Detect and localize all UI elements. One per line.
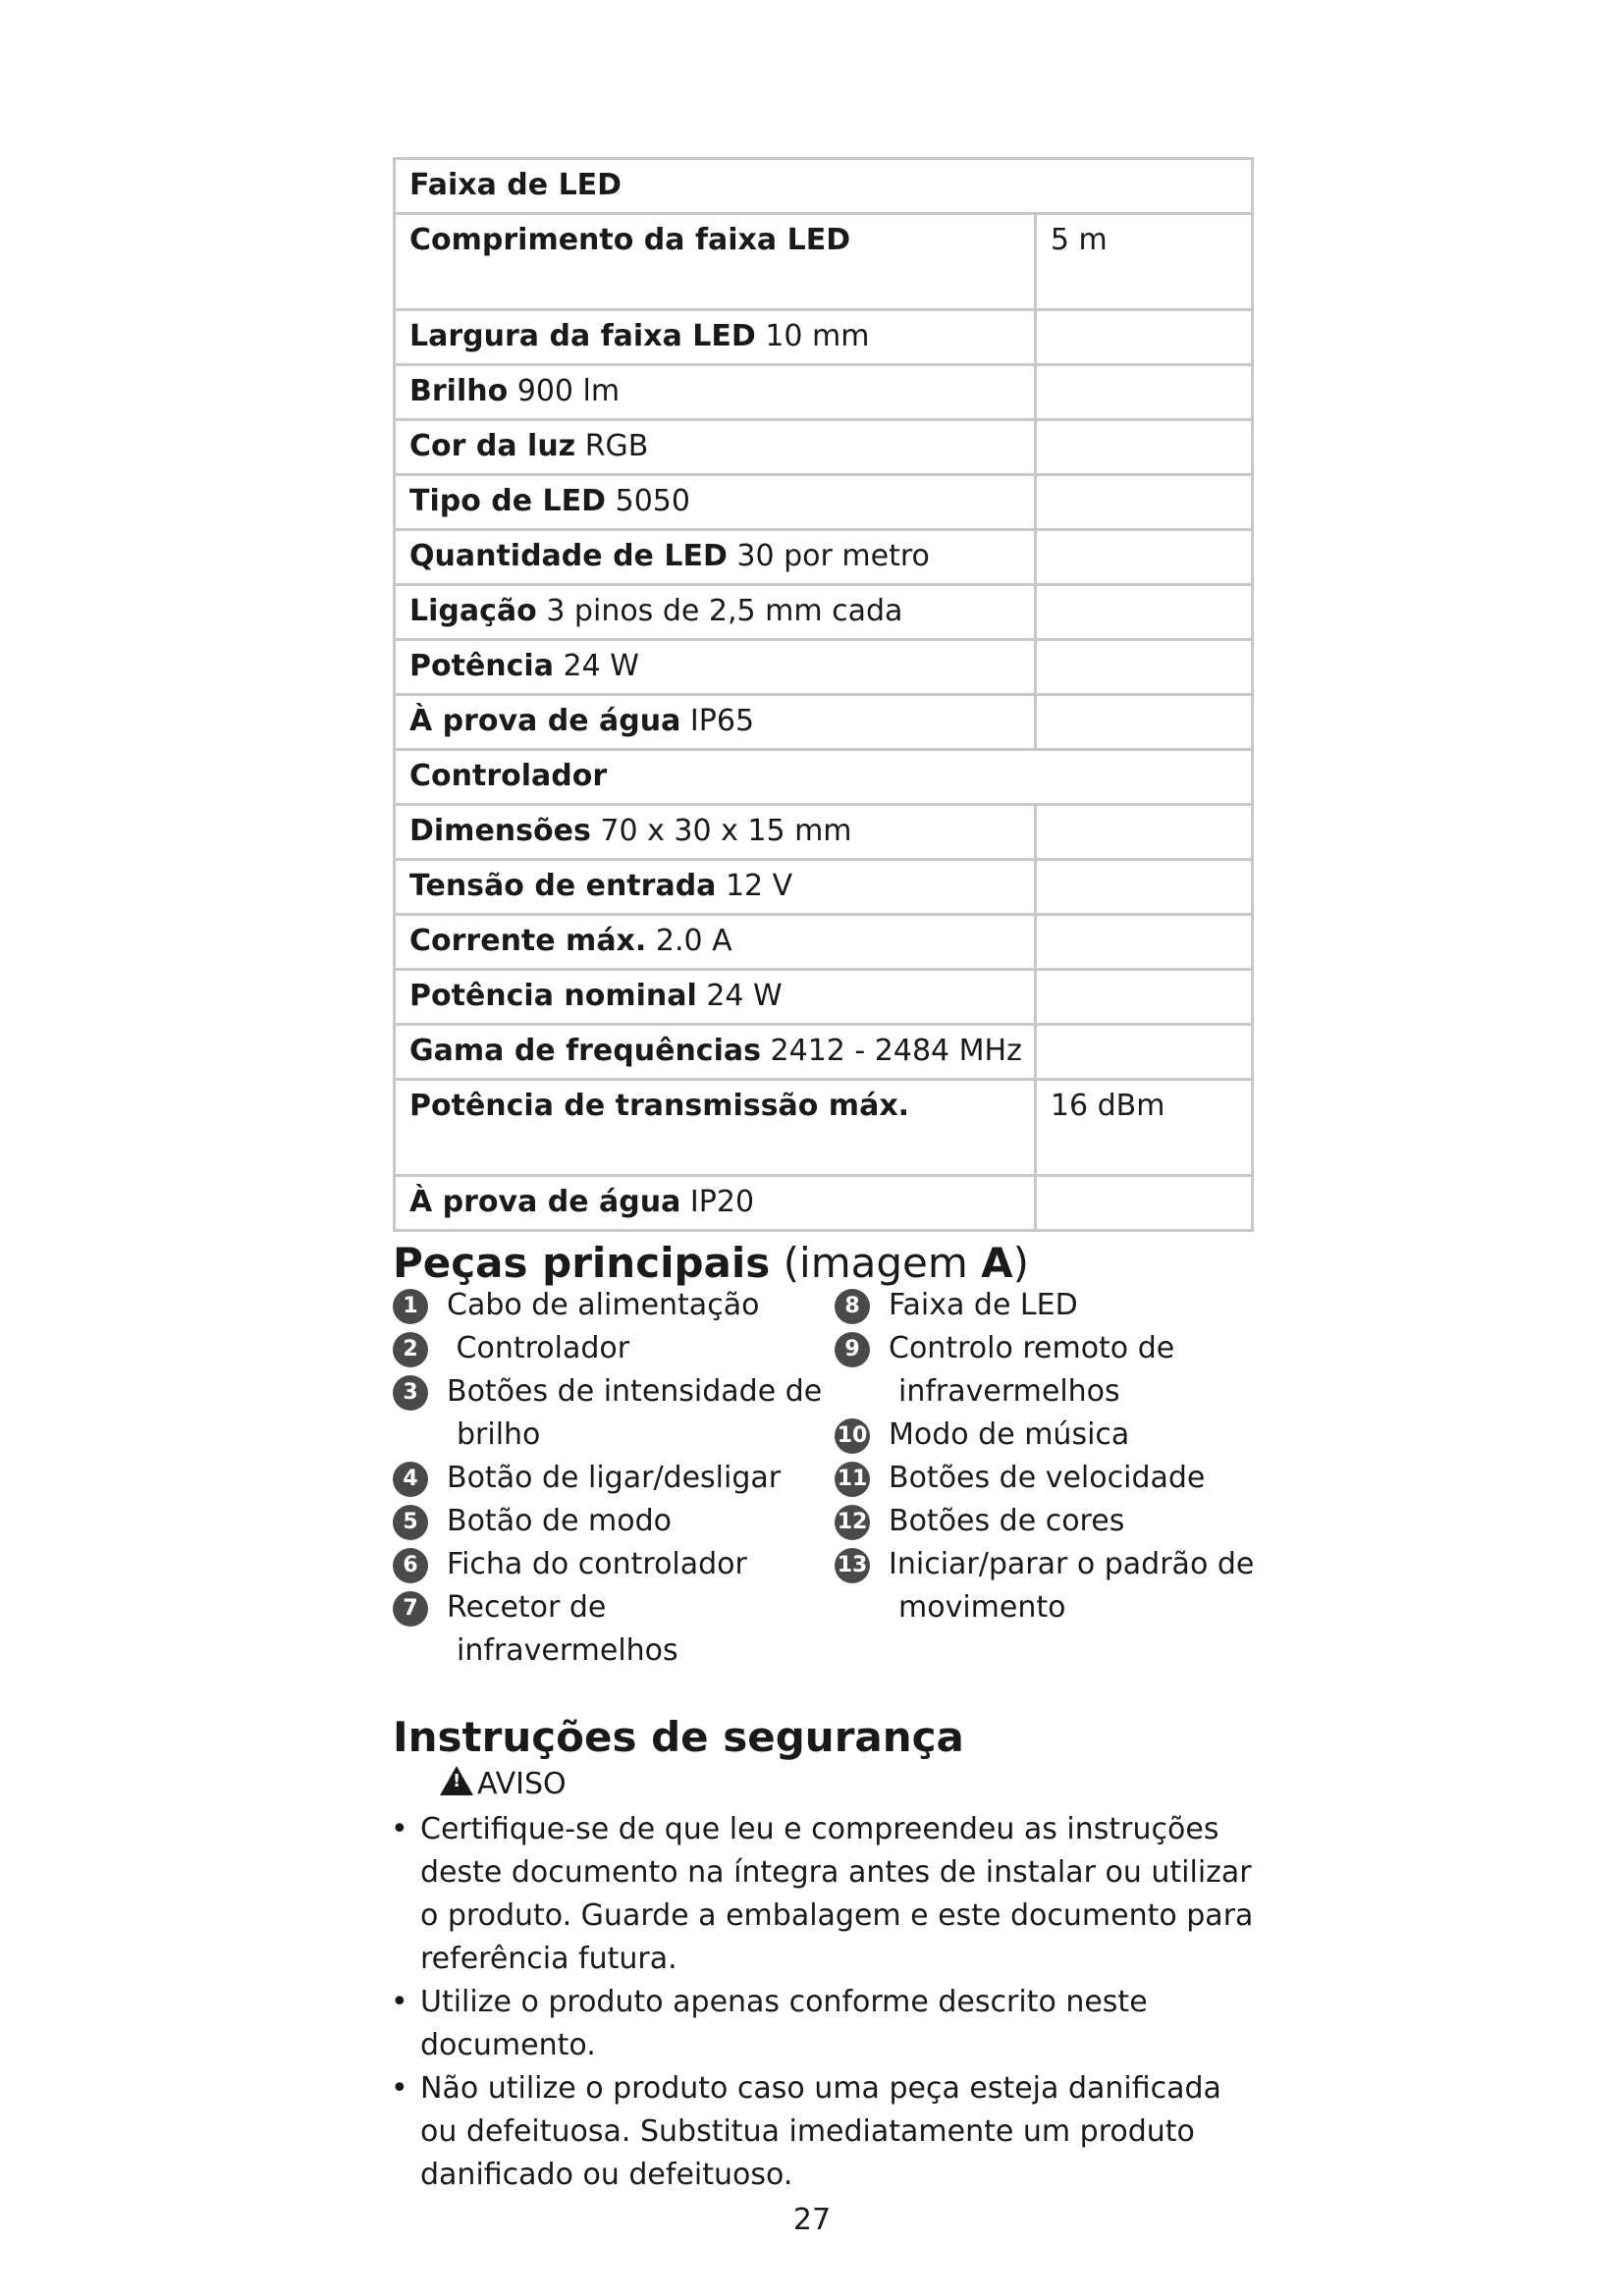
list-item: 11 Botões de velocidade	[835, 1457, 1267, 1500]
warning-label: ! AVISO	[440, 1765, 567, 1804]
number-badge: 9	[835, 1332, 870, 1367]
table-row	[395, 860, 1253, 915]
list-item: 7 Recetor de infravermelhos	[393, 1586, 825, 1673]
list-item: 8 Faixa de LED	[835, 1284, 1267, 1327]
spec-value: 2.0 A	[655, 924, 732, 958]
table-section-header	[395, 159, 1253, 214]
table-row	[395, 640, 1253, 695]
spec-label: Largura da faixa LED	[409, 319, 756, 353]
number-badge: 12	[835, 1505, 870, 1540]
table-row	[395, 585, 1253, 640]
safety-list	[391, 1808, 1255, 2197]
spec-label: Tipo de LED	[409, 484, 607, 518]
page-number: 27	[792, 2203, 832, 2237]
list-item: • Certifique-se de que leu e compreendeu as instruções deste documento na íntegra antes de instalar ou utilizar o produto. Guarde a embalagem e este documento para referência futura.	[391, 1808, 1255, 1981]
table-row	[395, 1025, 1253, 1080]
safety-heading: Instruções de segurança	[393, 1713, 964, 1761]
section-title: Controlador	[409, 759, 608, 793]
list-item: 9 Controlo remoto de infravermelhos	[835, 1327, 1267, 1414]
table-row	[395, 365, 1253, 420]
list-item: 1 Cabo de alimentação	[393, 1284, 825, 1327]
table-row	[395, 1176, 1253, 1231]
list-item: 12 Botões de cores	[835, 1500, 1267, 1543]
warning-triangle-icon: !	[440, 1766, 473, 1795]
spec-value: 70 x 30 x 15 mm	[600, 814, 852, 848]
table-row	[395, 214, 1253, 310]
bullet-icon: •	[391, 1985, 408, 2019]
spec-value: IP65	[689, 704, 755, 738]
bullet-icon: •	[391, 2071, 408, 2106]
spec-value: 10 mm	[765, 319, 870, 353]
spec-label: Corrente máx.	[409, 924, 647, 958]
number-badge: 6	[393, 1548, 428, 1583]
spec-value: 5 m	[1050, 223, 1108, 257]
list-item: 2 Controlador	[393, 1327, 825, 1370]
spec-value: 16 dBm	[1050, 1089, 1165, 1123]
number-badge: 8	[835, 1289, 870, 1324]
parts-list-right	[835, 1284, 1267, 1629]
parts-list-left	[393, 1284, 825, 1673]
number-badge: 3	[393, 1375, 428, 1411]
list-item: 6 Ficha do controlador	[393, 1543, 825, 1586]
table-row	[395, 970, 1253, 1025]
table-row	[395, 420, 1253, 475]
table-row	[395, 1080, 1253, 1176]
spec-value: 30 por metro	[736, 539, 930, 573]
number-badge: 1	[393, 1289, 428, 1324]
spec-label: Brilho	[409, 374, 509, 408]
section-title: Faixa de LED	[409, 168, 623, 202]
list-item: 4 Botão de ligar/desligar	[393, 1457, 825, 1500]
spec-label: Dimensões	[409, 814, 591, 848]
spec-label: À prova de água	[409, 704, 681, 738]
list-item: 10 Modo de música	[835, 1414, 1267, 1457]
spec-label: Potência	[409, 649, 554, 683]
spec-label: À prova de água	[409, 1185, 681, 1219]
number-badge: 4	[393, 1462, 428, 1497]
spec-value: 24 W	[706, 979, 783, 1013]
spec-value: 24 W	[563, 649, 639, 683]
bullet-icon: •	[391, 1812, 408, 1846]
table-row	[395, 475, 1253, 530]
spec-value: 900 lm	[516, 374, 621, 408]
table-row	[395, 310, 1253, 365]
list-item: 13 Iniciar/parar o padrão de movimento	[835, 1543, 1267, 1629]
spec-value: RGB	[584, 429, 649, 463]
table-row	[395, 805, 1253, 860]
list-item: 5 Botão de modo	[393, 1500, 825, 1543]
number-badge: 5	[393, 1505, 428, 1540]
table-row	[395, 530, 1253, 585]
spec-label: Comprimento da faixa LED	[409, 223, 851, 257]
list-item: 3 Botões de intensidade de brilho	[393, 1370, 825, 1457]
spec-value: IP20	[689, 1185, 755, 1219]
spec-label: Ligação	[409, 594, 537, 628]
spec-value: 12 V	[725, 869, 793, 903]
number-badge: 10	[835, 1418, 870, 1454]
spec-table	[393, 157, 1254, 1232]
table-row	[395, 695, 1253, 750]
number-badge: 2	[393, 1332, 428, 1367]
number-badge: 11	[835, 1462, 870, 1497]
list-item: • Utilize o produto apenas conforme descrito neste documento.	[391, 1981, 1255, 2067]
spec-label: Quantidade de LED	[409, 539, 728, 573]
spec-label: Cor da luz	[409, 429, 576, 463]
table-row	[395, 915, 1253, 970]
number-badge: 13	[835, 1548, 870, 1583]
spec-label: Potência de transmissão máx.	[409, 1089, 910, 1123]
spec-value: 2412 - 2484 MHz	[770, 1034, 1022, 1068]
table-section-header	[395, 750, 1253, 805]
spec-value: 3 pinos de 2,5 mm cada	[546, 594, 903, 628]
parts-heading: Peças principais (imagem A)	[393, 1239, 1030, 1287]
spec-value: 5050	[615, 484, 690, 518]
spec-label: Potência nominal	[409, 979, 697, 1013]
list-item: • Não utilize o produto caso uma peça esteja danificada ou defeituosa. Substitua imediatamente um produto danificado ou defeituoso.	[391, 2067, 1255, 2197]
number-badge: 7	[393, 1591, 428, 1627]
spec-label: Tensão de entrada	[409, 869, 717, 903]
spec-label: Gama de frequências	[409, 1034, 761, 1068]
